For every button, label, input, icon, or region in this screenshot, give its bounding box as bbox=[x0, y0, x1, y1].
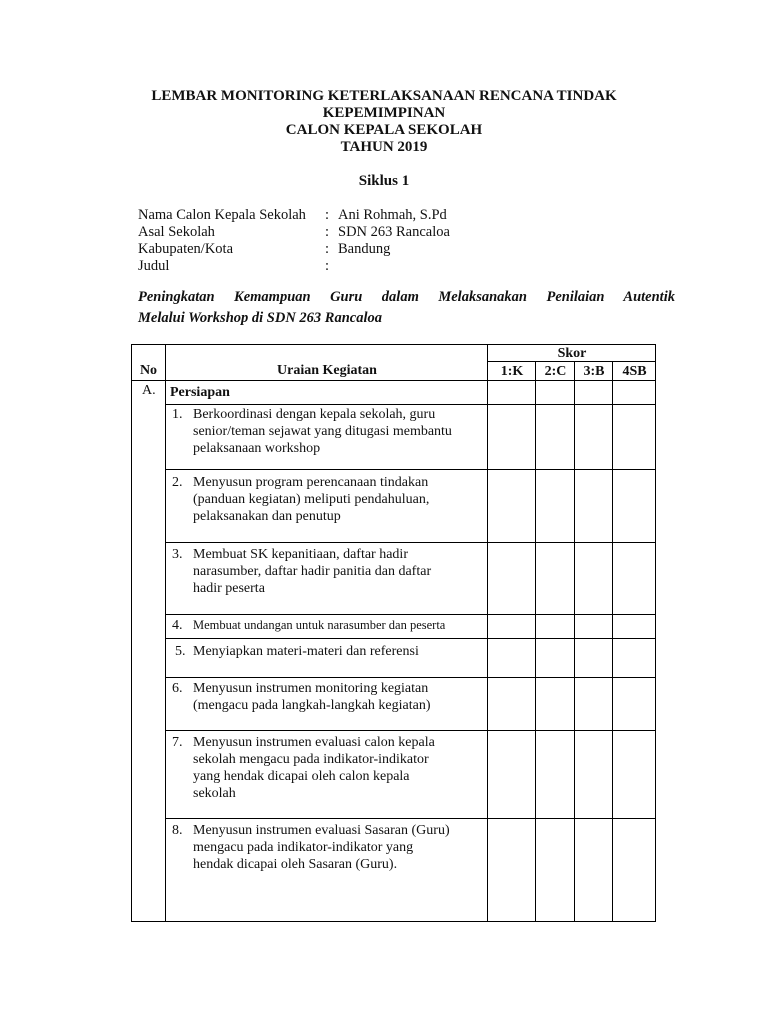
info-row-title bbox=[138, 257, 538, 275]
cycle-label: Siklus 1 bbox=[358, 173, 410, 189]
col-header-skor: Skor bbox=[557, 346, 587, 361]
header-bottom-line bbox=[131, 380, 656, 381]
item-number: 7. bbox=[172, 735, 183, 750]
item-number: 4. bbox=[172, 618, 183, 633]
item-line: Menyusun instrumen evaluasi Sasaran (Guru) bbox=[193, 823, 450, 838]
item-text bbox=[193, 680, 485, 714]
row-line bbox=[165, 818, 656, 819]
score-header-1: 1:K bbox=[500, 364, 524, 379]
item-line: (mengacu pada langkah-langkah kegiatan) bbox=[193, 698, 431, 713]
doc-title-line2: KEPEMIMPINAN bbox=[322, 105, 446, 121]
item-text bbox=[193, 734, 485, 802]
item-text bbox=[193, 822, 485, 873]
item-line: Berkoordinasi dengan kepala sekolah, guru bbox=[193, 407, 436, 422]
item-line: hendak dicapai oleh Sasaran (Guru). bbox=[193, 857, 398, 872]
item-line: Menyusun instrumen monitoring kegiatan bbox=[193, 681, 429, 696]
table-border-bottom bbox=[131, 921, 656, 922]
item-line: Menyusun instrumen evaluasi calon kepala bbox=[193, 735, 435, 750]
col-line-score1 bbox=[535, 361, 536, 922]
item-number: 3. bbox=[172, 547, 183, 562]
row-line bbox=[165, 638, 656, 639]
row-line bbox=[165, 404, 656, 405]
item-line: senior/teman sejawat yang ditugasi membantu bbox=[193, 424, 452, 439]
doc-title-line3: CALON KEPALA SEKOLAH bbox=[285, 122, 483, 138]
item-number: 5. bbox=[175, 644, 186, 659]
table-border-left bbox=[131, 344, 132, 922]
info-label: Judul bbox=[138, 258, 170, 274]
project-title-line2: Melalui Workshop di SDN 263 Rancaloa bbox=[138, 310, 382, 326]
info-value: Ani Rohmah, S.Pd bbox=[338, 207, 447, 223]
info-label: Kabupaten/Kota bbox=[138, 241, 234, 257]
info-label: Asal Sekolah bbox=[138, 224, 215, 240]
item-line: sekolah bbox=[193, 786, 236, 801]
item-line: Membuat SK kepanitiaan, daftar hadir bbox=[193, 547, 408, 562]
project-title-line1: Peningkatan Kemampuan Guru dalam Melaksanakan Penilaian Autentik bbox=[138, 289, 675, 305]
info-row-district bbox=[138, 240, 538, 258]
row-line bbox=[165, 677, 656, 678]
item-text bbox=[193, 617, 493, 634]
item-line: yang hendak dicapai oleh calon kepala bbox=[193, 769, 410, 784]
item-number: 8. bbox=[172, 823, 183, 838]
section-label: Persiapan bbox=[170, 385, 230, 400]
col-line-no bbox=[165, 344, 166, 922]
item-line: pelaksanakan dan penutup bbox=[193, 509, 341, 524]
info-row-name bbox=[138, 206, 538, 224]
col-header-no: No bbox=[139, 363, 158, 378]
col-line-score2 bbox=[574, 361, 575, 922]
score-header-2: 2:C bbox=[544, 364, 567, 379]
item-text bbox=[193, 643, 485, 660]
info-colon: : bbox=[325, 258, 330, 274]
item-number: 2. bbox=[172, 475, 183, 490]
doc-title-line4: TAHUN 2019 bbox=[340, 139, 428, 155]
item-text bbox=[193, 474, 485, 525]
col-line-score3 bbox=[612, 361, 613, 922]
info-label: Nama Calon Kepala Sekolah bbox=[138, 207, 306, 223]
section-number: A. bbox=[142, 383, 156, 398]
info-value: Bandung bbox=[338, 241, 391, 257]
row-line bbox=[165, 469, 656, 470]
row-line bbox=[165, 614, 656, 615]
item-line: hadir peserta bbox=[193, 581, 265, 596]
item-line: (panduan kegiatan) meliputi pendahuluan, bbox=[193, 492, 430, 507]
table-border-right bbox=[655, 344, 656, 922]
score-header-3: 3:B bbox=[583, 364, 605, 379]
item-number: 1. bbox=[172, 407, 183, 422]
info-row-school bbox=[138, 223, 538, 241]
info-value: SDN 263 Rancaloa bbox=[338, 224, 450, 240]
item-number: 6. bbox=[172, 681, 183, 696]
item-line: Membuat undangan untuk narasumber dan peserta bbox=[193, 618, 446, 632]
item-line: mengacu pada indikator-indikator yang bbox=[193, 840, 414, 855]
row-line bbox=[165, 542, 656, 543]
item-line: sekolah mengacu pada indikator-indikator bbox=[193, 752, 429, 767]
info-colon: : bbox=[325, 207, 330, 223]
doc-title-line1: LEMBAR MONITORING KETERLAKSANAAN RENCANA TINDAK bbox=[151, 88, 617, 104]
item-line: Menyusun program perencanaan tindakan bbox=[193, 475, 429, 490]
row-line bbox=[165, 730, 656, 731]
info-colon: : bbox=[325, 241, 330, 257]
item-line: pelaksanaan workshop bbox=[193, 441, 321, 456]
item-line: narasumber, daftar hadir panitia dan daftar bbox=[193, 564, 432, 579]
score-header-4: 4SB bbox=[622, 364, 647, 379]
item-text bbox=[193, 546, 485, 597]
info-colon: : bbox=[325, 224, 330, 240]
item-text bbox=[193, 406, 485, 457]
col-header-uraian: Uraian Kegiatan bbox=[277, 363, 377, 378]
item-line: Menyiapkan materi-materi dan referensi bbox=[193, 644, 419, 659]
